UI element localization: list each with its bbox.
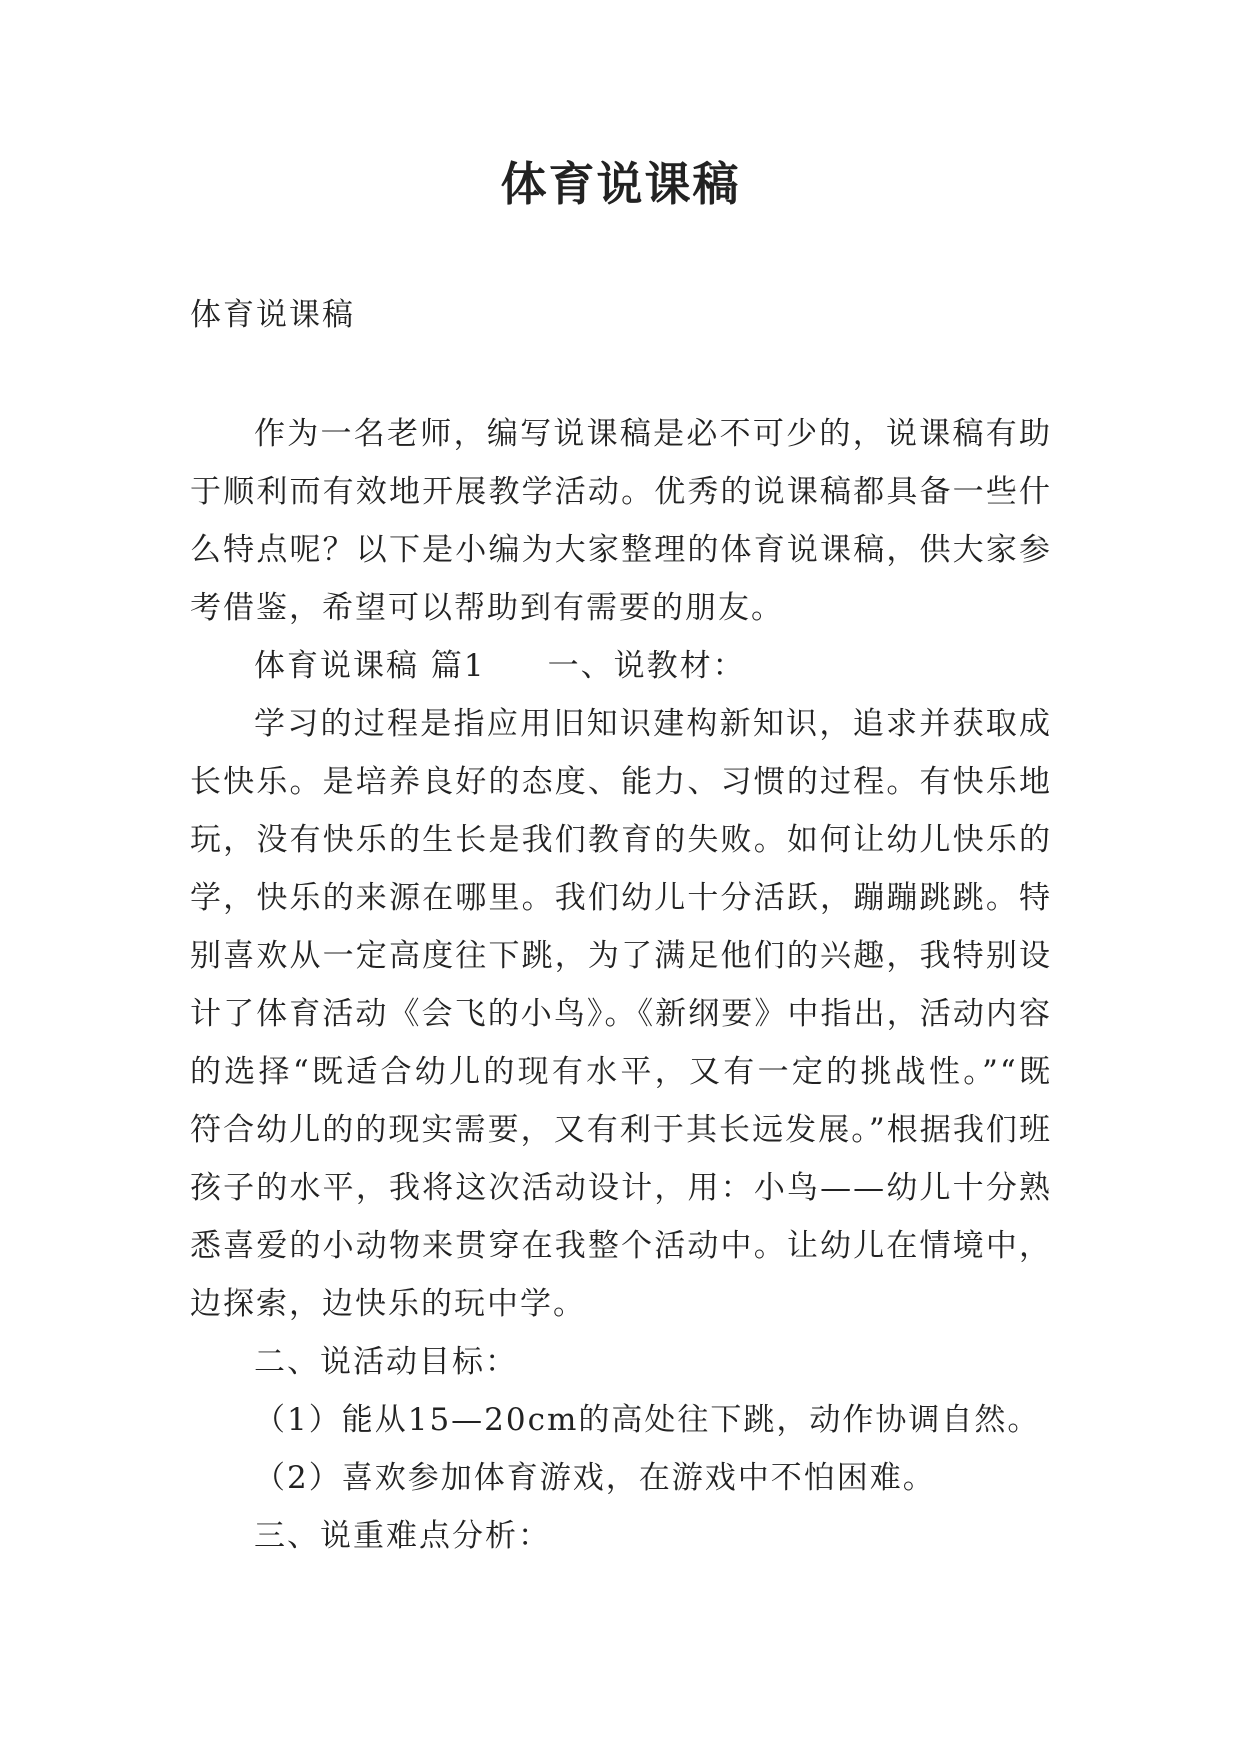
document-subtitle: 体育说课稿 (190, 297, 355, 333)
goals-heading: 二、说活动目标： (254, 1344, 518, 1380)
textbook-paragraph: 学习的过程是指应用旧知识建构新知识，追求并获取成长快乐。是培养良好的态度、能力、习惯的过程。有快乐地玩，没有快乐的生长是我们教育的失败。如何让幼儿快乐的学，快乐的来源在哪里。我们幼儿十分活跃，蹦蹦跳跳。特别喜欢从一定高度往下跳，为了满足他们的兴趣，我特别设计了体育活动《会飞的小鸟》。《新纲要》中指出，活动内容的选择“既适合幼儿的现有水平，又有一定的挑战性。”“既符合幼儿的的现实需要，又有利于其长远发展。”根据我们班孩子的水平，我将这次活动设计，用：小鸟——幼儿十分熟悉喜爱的小动物来贯穿在我整个活动中。让幼儿在情境中，边探索，边快乐的玩中学。 (190, 706, 1052, 1322)
document-body (190, 405, 1052, 1565)
difficulty-heading: 三、说重难点分析： (254, 1518, 551, 1554)
section-heading: 一、说教材： (547, 648, 746, 684)
section-line (190, 637, 1052, 695)
document-title: 体育说课稿 (500, 157, 741, 211)
section-label: 体育说课稿 篇1 (254, 648, 486, 684)
goal-item-1: （1）能从15—20cm的高处往下跳，动作协调自然。 (254, 1402, 1041, 1438)
intro-paragraph: 作为一名老师，编写说课稿是必不可少的，说课稿有助于顺利而有效地开展教学活动。优秀的说课稿都具备一些什么特点呢？以下是小编为大家整理的体育说课稿，供大家参考借鉴，希望可以帮助到有需要的朋友。 (190, 416, 1052, 626)
goal-item-2: （2）喜欢参加体育游戏，在游戏中不怕困难。 (254, 1460, 936, 1496)
